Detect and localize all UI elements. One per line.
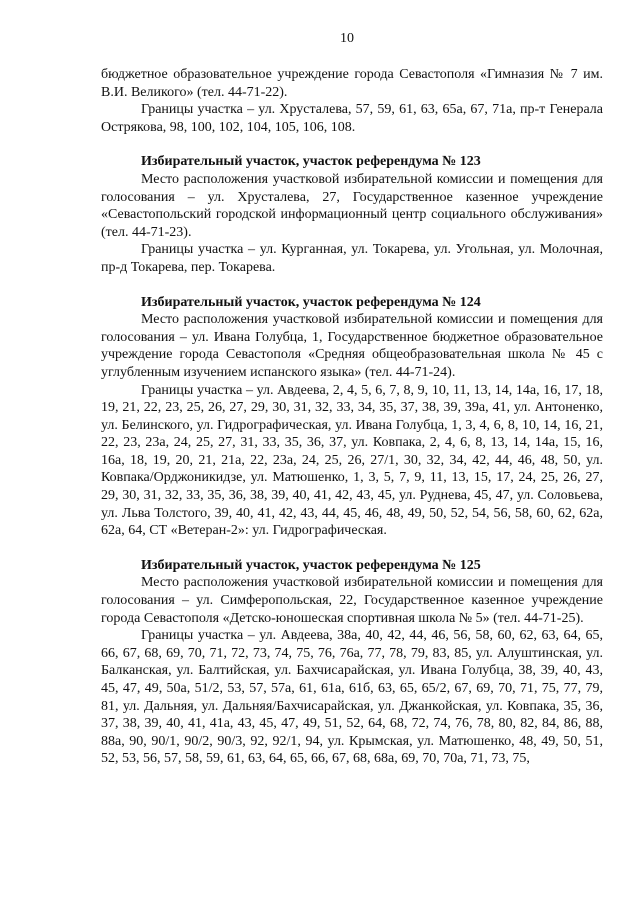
boundaries-paragraph: Границы участка – ул. Курганная, ул. Токарева, ул. Угольная, ул. Молочная, пр-д Токарева, пер. Токарева. [101, 242, 603, 275]
boundaries-paragraph: Границы участка – ул. Авдеева, 38а, 40, 42, 44, 46, 56, 58, 60, 62, 63, 64, 65, 66, 67, 68, 69, 70, 71, 72, 73, 74, 75, 76, 76а, 77, 78, 79, 83, 85, ул. Алуштинская, ул. Балканская, ул. Балтийская, ул. Бахчисарайская, ул. Ивана Голубца, 38, 39, 40, 43, 45, 47, 49, 50а, 51/2, 53, 57, 57а, 61, 61а, 61б, 63, 65, 65/2, 67, 69, 70, 71, 75, 77, 79, 81, ул. Дальняя, ул. Дальняя/Бахчисарайская, ул. Джанкойская, ул. Ковпака, 35, 36, 37, 38, 39, 40, 41, 41а, 43, 45, 47, 49, 51, 52, 64, 68, 72, 74, 76, 78, 80, 82, 84, 86, 88, 88а, 90, 90/1, 90/2, 90/3, 92, 92/1, 94, ул. Крымская, ул. Матюшенко, 48, 49, 50, 51, 52, 53, 56, 57, 58, 59, 61, 63, 64, 65, 66, 67, 68, 68а, 69, 70, 70а, 71, 73, 75, [101, 628, 603, 767]
location-paragraph: Место расположения участковой избирательной комиссии и помещения для голосования – ул. Хрусталева, 27, Государственное казенное учреждение «Севастопольский городской информационный центр социального обслуживания» (тел. 44-71-23). [101, 171, 603, 240]
precinct-section-124 [101, 294, 603, 540]
section-heading: Избирательный участок, участок референдума № 125 [141, 557, 481, 573]
section-heading: Избирательный участок, участок референдума № 124 [141, 294, 481, 310]
page-number: 10 [340, 31, 354, 46]
location-paragraph: Место расположения участковой избирательной комиссии и помещения для голосования – ул. Ивана Голубца, 1, Государственное бюджетное образовательное учреждение города Севастополя «Средняя общеобразовательная школа № 45 с углубленным изучением испанского языка» (тел. 44-71-24). [101, 312, 603, 380]
boundaries-paragraph: Границы участка – ул. Хрусталева, 57, 59, 61, 63, 65а, 67, 71а, пр-т Генерала Острякова, 98, 100, 102, 104, 105, 106, 108. [101, 102, 603, 135]
location-paragraph: Место расположения участковой избирательной комиссии и помещения для голосования – ул. Симферопольская, 22, Государственное казенное учреждение города Севастополя «Детско-юношеская спортивная школа № 5» (тел. 44-71-25). [101, 575, 603, 626]
continued-paragraph: бюджетное образовательное учреждение города Севастополя «Гимназия № 7 им. В.И. Великого» (тел. 44-71-22). [101, 67, 603, 100]
boundaries-paragraph: Границы участка – ул. Авдеева, 2, 4, 5, 6, 7, 8, 9, 10, 11, 13, 14, 14а, 16, 17, 18, 19, 21, 22, 23, 25, 26, 27, 29, 30, 31, 32, 33, 34, 35, 37, 38, 39, 39а, 41, ул. Антоненко, ул. Белинского, ул. Гидрографическая, ул. Ивана Голубца, 1, 3, 4, 6, 8, 10, 14, 16, 21, 22, 23, 23а, 24, 25, 27, 31, 33, 35, 36, 37, ул. Ковпака, 2, 4, 6, 8, 13, 14, 14а, 15, 16, 16а, 18, 19, 20, 21, 21а, 22, 23а, 24, 25, 26, 27/1, 30, 32, 34, 42, 44, 46, 48, 50, ул. Ковпака/Орджоникидзе, ул. Матюшенко, 1, 3, 5, 7, 9, 11, 13, 15, 17, 24, 25, 26, 27, 29, 30, 31, 32, 33, 35, 36, 38, 39, 40, 41, 42, 43, 45, ул. Руднева, 45, 47, ул. Соловьева, ул. Льва Толстого, 39, 40, 41, 42, 43, 44, 45, 46, 48, 49, 50, 52, 54, 56, 58, 60, 62, 62а, 62а, 64, СТ «Ветеран-2»: ул. Гидрографическая. [101, 382, 603, 539]
precinct-section-123 [101, 153, 603, 276]
section-heading: Избирательный участок, участок референдума № 123 [141, 154, 481, 170]
precinct-section-125 [101, 557, 603, 768]
